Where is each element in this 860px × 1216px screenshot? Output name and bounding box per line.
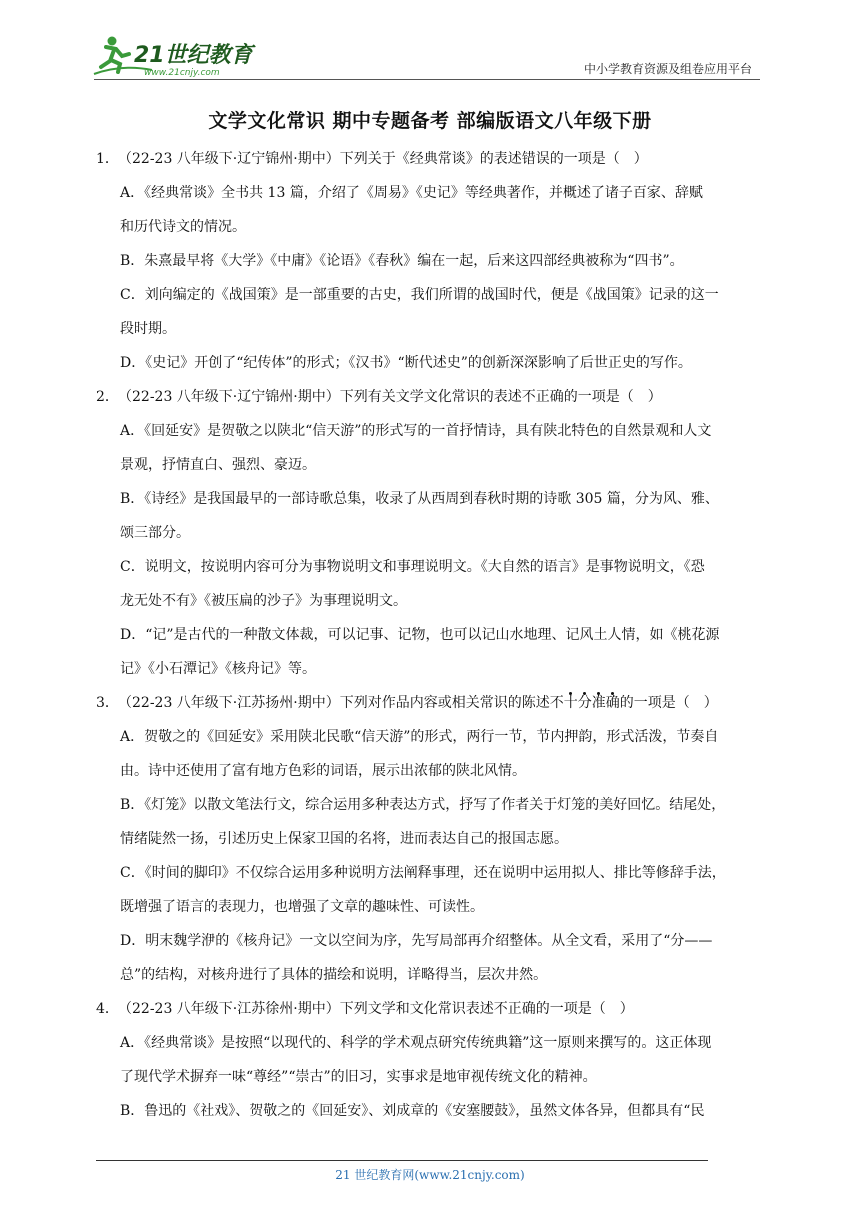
header-divider [94, 79, 760, 80]
answer-option-line: A．贺敬之的《回延安》采用陕北民歌“信天游”的形式，两行一节，节内押韵，形式活泼，节奏自 [120, 729, 719, 745]
answer-option-line: C．刘向编定的《战国策》是一部重要的古史，我们所谓的战国时代，便是《战国策》记录的这一 [120, 287, 719, 303]
emphasis-dotted-char: 准 [591, 695, 606, 711]
answer-option-line: A．《回延安》是贺敬之以陕北“信天游”的形式写的一首抒情诗，具有陕北特色的自然景观和人文 [120, 423, 712, 439]
answer-option-line: 颂三部分。 [120, 525, 190, 541]
footer-text: 21 世纪教育网(www.21cnjy.com) [335, 1168, 525, 1182]
question-stem [96, 686, 764, 720]
answer-option-line: 和历代诗文的情况。 [120, 219, 246, 235]
answer-option-line: B．《诗经》是我国最早的一部诗歌总集，收录了从西周到春秋时期的诗歌 305 篇，分为风、雅、 [120, 491, 719, 507]
site-logo [92, 34, 262, 80]
answer-option-line: 由。诗中还使用了富有地方色彩的词语，展示出浓郁的陕北风情。 [120, 763, 526, 779]
answer-option-line: B．《灯笼》以散文笔法行文，综合运用多种表达方式，抒写了作者关于灯笼的美好回忆。结尾处， [120, 797, 726, 813]
logo-url-text: www.21cnjy.com [144, 68, 220, 78]
question-text: （22-23 八年级下·江苏徐州·期中）下列文学和文化常识表述不正确的一项是（ ） [118, 1001, 634, 1017]
answer-option-line: 景观，抒情直白、强烈、豪迈。 [120, 457, 316, 473]
question-stem [96, 992, 764, 1026]
question-stem [96, 380, 764, 414]
answer-option-line: 既增强了语言的表现力，也增强了文章的趣味性、可读性。 [120, 899, 484, 915]
question-number: 1． [96, 151, 119, 167]
page-header [0, 0, 860, 90]
answer-option-line: A．《经典常谈》全书共 13 篇，介绍了《周易》《史记》等经典著作，并概述了诸子百家、辞赋 [120, 185, 703, 201]
logo-main-text: 21世纪教育 [134, 43, 253, 68]
question-number: 4． [96, 1001, 119, 1017]
answer-option-line: 总”的结构，对核舟进行了具体的描绘和说明，详略得当，层次井然。 [120, 967, 548, 983]
answer-option-line: 情绪陡然一扬，引述历史上保家卫国的名将，进而表达自己的报国志愿。 [120, 831, 568, 847]
question-number: 2． [96, 389, 119, 405]
answer-option-line: 龙无处不有》《被压扁的沙子》为事理说明文。 [120, 593, 407, 609]
answer-option-line: D．《史记》开创了“纪传体”的形式；《汉书》“断代述史”的创新深深影响了后世正史的写作。 [120, 355, 692, 371]
footer-divider [96, 1160, 708, 1161]
answer-option-line: B．朱熹最早将《大学》《中庸》《论语》《春秋》编在一起，后来这四部经典被称为“四书”。 [120, 253, 684, 269]
question-list [96, 142, 764, 1128]
question-stem [96, 142, 764, 176]
emphasis-dotted-char: 分 [577, 695, 592, 711]
question-number: 3． [96, 695, 119, 711]
answer-option-line: 段时期。 [120, 321, 176, 337]
emphasis-dotted-char: 确 [605, 695, 620, 711]
question-text: （22-23 八年级下·江苏扬州·期中）下列对作品内容或相关常识的陈述不 [118, 695, 564, 711]
question-text: （22-23 八年级下·辽宁锦州·期中）下列有关文学文化常识的表述不正确的一项是（ ） [118, 389, 662, 405]
answer-option-line: D．“记”是古代的一种散文体裁，可以记事、记物，也可以记山水地理、记风土人情，如《桃花源 [120, 627, 720, 643]
answer-option-line: A．《经典常谈》是按照“以现代的、科学的学术观点研究传统典籍”这一原则来撰写的。这正体现 [120, 1035, 712, 1051]
answer-option-line: B．鲁迅的《社戏》、贺敬之的《回延安》、刘成章的《安塞腰鼓》，虽然文体各异，但都具有“民 [120, 1103, 705, 1119]
answer-option-line: 了现代学术摒弃一味“尊经”“崇古”的旧习，实事求是地审视传统文化的精神。 [120, 1069, 597, 1085]
answer-option-line: 记》《小石潭记》《核舟记》等。 [120, 661, 316, 677]
header-platform-text: 中小学教育资源及组卷应用平台 [583, 62, 752, 76]
question-text: （22-23 八年级下·辽宁锦州·期中）下列关于《经典常谈》的表述错误的一项是（ ） [118, 151, 648, 167]
answer-option-line: C．说明文，按说明内容可分为事物说明文和事理说明文。《大自然的语言》是事物说明文，《恐 [120, 559, 705, 575]
question-text: 的一项是（ ） [619, 695, 718, 711]
emphasis-dotted-char: 十 [563, 695, 578, 711]
answer-option-line: D．明末魏学洢的《核舟记》一文以空间为序，先写局部再介绍整体。从全文看，采用了“分—— [120, 933, 713, 949]
answer-option-line: C．《时间的脚印》不仅综合运用多种说明方法阐释事理，还在说明中运用拟人、排比等修辞手法， [120, 865, 726, 881]
document-title: 文学文化常识 期中专题备考 部编版语文八年级下册 [208, 110, 652, 132]
